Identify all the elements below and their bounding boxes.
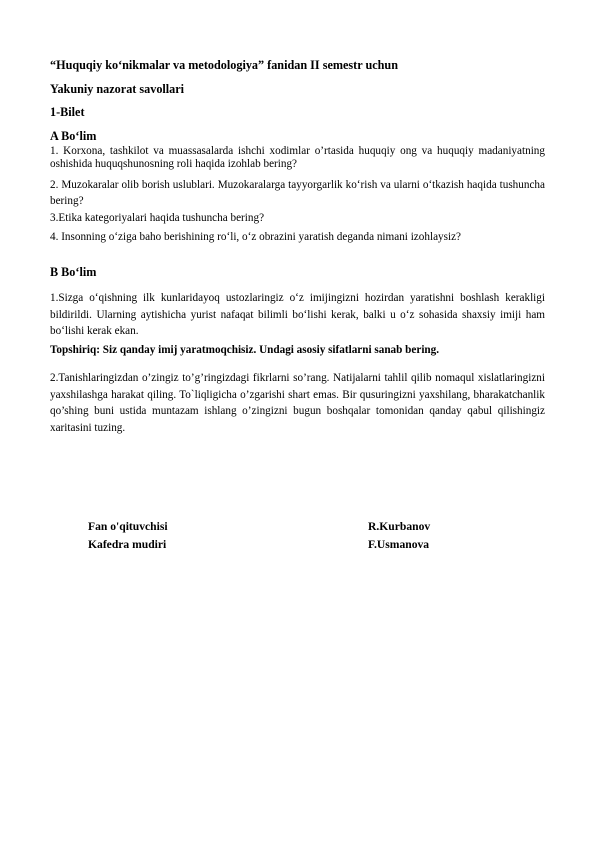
signature-name-teacher: R.Kurbanov bbox=[368, 520, 431, 533]
section-a-heading: A Bo‘lim bbox=[50, 129, 97, 143]
question-4: 4. Insonning o‘ziga baho berishining ro‘li, o‘z obrazini yaratish deganda nimani izohlaysiz? bbox=[50, 231, 462, 243]
signature-role-head: Kafedra mudiri bbox=[88, 538, 167, 551]
question-3: 3.Etika kategoriyalari haqida tushuncha bering? bbox=[50, 212, 265, 224]
signature-name-head: F.Usmanova bbox=[368, 538, 430, 551]
case-2-text: 2.Tanishlaringizdan o’zingiz to’g’ringizdagi fikrlarni so’rang. Natijalarni tahlil qilib nomaqul xislatlaringizni yaxshilashga harakat qiling. To`liqligicha o’zgarishi shart emas. Bir qusuringizni yaxshilang, bharakatchanlik qo’shing buni ustida muntazam ishlang o’zingizni bugun boshqalar tomonidan qanday qabul qilishingiz xaritasini tuzing. bbox=[50, 372, 545, 434]
signature-role-teacher: Fan o'qituvchisi bbox=[88, 520, 168, 533]
section-b-heading: B Bo‘lim bbox=[50, 265, 97, 279]
question-2: 2. Muzokaralar olib borish uslublari. Muzokaralarga tayyorgarlik ko‘rish va ularni o‘tkazish haqida tushuncha bering? bbox=[50, 179, 545, 207]
question-1: 1. Korxona, tashkilot va muassasalarda ishchi xodimlar o’rtasida huquqiy ong va huquqiy madaniyatning oshishida huquqshunosning roli haqida izohlab bering? bbox=[50, 145, 545, 170]
case-1-text: 1.Sizga o‘qishning ilk kunlaridayoq ustozlaringiz o‘z imijingizni hozirdan yaratishni boshlash kerakligi bildirildi. Ularning aytishicha yurist nafaqat bilimli bo‘lishi kerak, balki u o‘z sohasida shaxsiy imiji ham bo‘lishi kerak ekan. bbox=[50, 292, 545, 337]
ticket-number: 1-Bilet bbox=[50, 105, 85, 119]
task-text: Topshiriq: Siz qanday imij yaratmoqchisiz. Undagi asosiy sifatlarni sanab bering. bbox=[50, 344, 440, 356]
document-title: “Huquqiy ko‘nikmalar va metodologiya” fanidan II semestr uchun bbox=[50, 58, 398, 72]
document-subtitle: Yakuniy nazorat savollari bbox=[50, 82, 185, 96]
